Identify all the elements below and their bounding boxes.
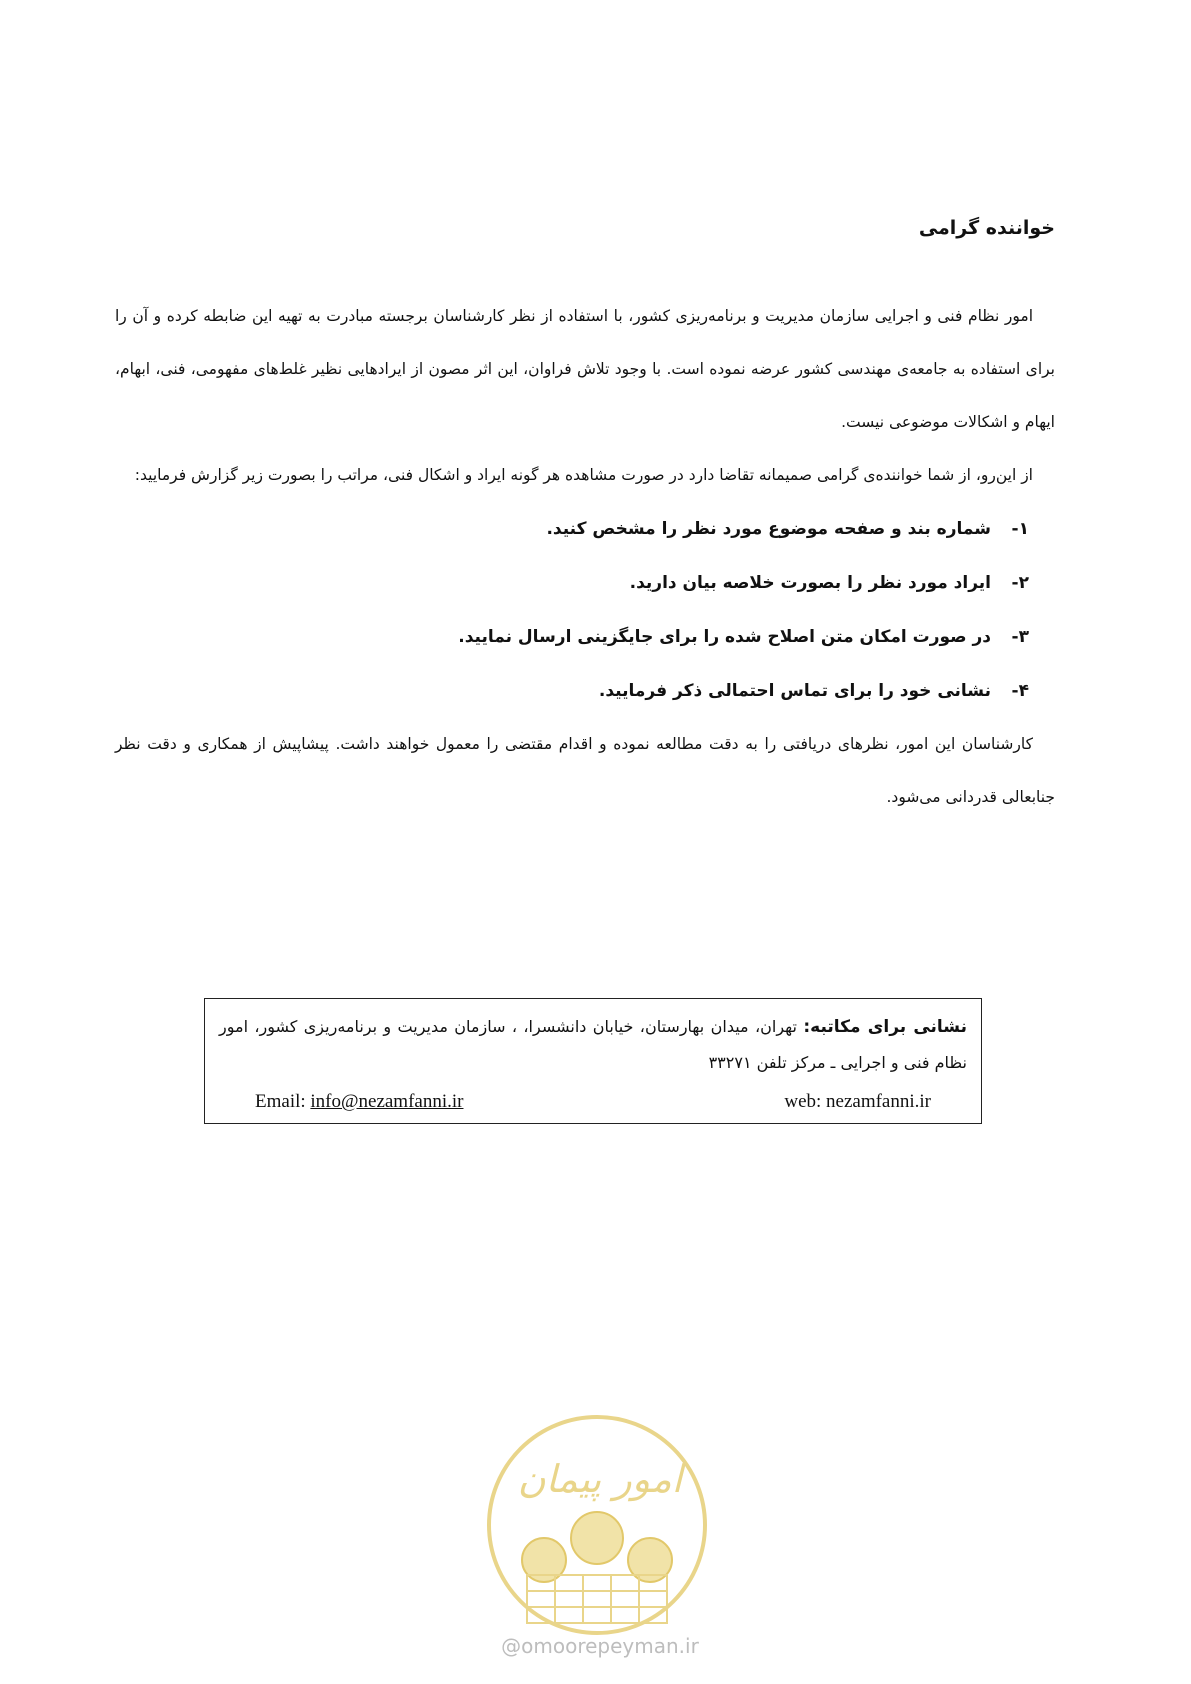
contact-row [255, 1091, 931, 1113]
logo-lettering: امور پیمان [517, 1457, 683, 1501]
email-label: Email: [255, 1091, 306, 1112]
instruction-list [115, 502, 1055, 718]
list-item-text: ایراد مورد نظر را بصورت خلاصه بیان دارید. [629, 573, 991, 593]
list-item-text: شماره بند و صفحه موضوع مورد نظر را مشخص کنید. [546, 519, 991, 539]
address-text [219, 1009, 967, 1081]
omoore-peyman-logo-icon [482, 1410, 712, 1640]
list-item-text: در صورت امکان متن اصلاح شده را برای جایگزینی ارسال نمایید. [458, 627, 991, 647]
page-title: خواننده گرامی [918, 217, 1055, 239]
request-paragraph: از این‌رو، از شما خواننده‌ی گرامی صمیمانه تقاضا دارد در صورت مشاهده هر گونه ایراد و اشکال فنی، مراتب را بصورت زیر گزارش فرمایید: [134, 466, 1033, 484]
intro-paragraph: امور نظام فنی و اجرایی سازمان مدیریت و برنامه‌ریزی کشور، با استفاده از نظر کارشناسان برجسته مبادرت به تهیه این ضابطه کرده و آن را برای استفاده به جامعه‌ی مهندسی کشور عرضه نموده است. با وجود تلاش فراوان، این اثر مصون از ایرادهایی نظیر غلط‌های مفهومی، فنی، ابهام، ایهام و اشکالات موضوعی نیست. [115, 307, 1055, 431]
website-watermark: @omoorepeyman.ir [501, 1634, 699, 1658]
list-item-number: ۱- [1011, 519, 1029, 539]
list-item [115, 664, 1029, 718]
list-item-text: نشانی خود را برای تماس احتمالی ذکر فرمایید. [598, 681, 991, 701]
address-body: تهران، میدان بهارستان، خیابان دانشسرا، ، سازمان مدیریت و برنامه‌ریزی کشور، امور نظام فنی و اجرایی ـ مرکز تلفن ۳۳۲۷۱ [219, 1017, 967, 1072]
list-item-number: ۴- [1011, 681, 1029, 701]
closing-paragraph: کارشناسان این امور، نظرهای دریافتی را به دقت مطالعه نموده و اقدام مقتضی را معمول خواهند داشت. پیشاپیش از همکاری و دقت نظر جنابعالی قدردانی می‌شود. [115, 735, 1055, 806]
main-content [115, 210, 1055, 824]
email-link[interactable]: info@nezamfanni.ir [310, 1091, 464, 1112]
list-item [115, 556, 1029, 610]
list-item [115, 502, 1029, 556]
list-item [115, 610, 1029, 664]
address-box [204, 998, 982, 1124]
gear-icon [522, 1512, 672, 1582]
list-item-number: ۳- [1011, 627, 1029, 647]
email-contact [255, 1091, 463, 1113]
address-label: نشانی برای مکاتبه: [803, 1017, 967, 1037]
list-item-number: ۲- [1011, 573, 1029, 593]
web-contact[interactable]: web: nezamfanni.ir [784, 1091, 931, 1112]
